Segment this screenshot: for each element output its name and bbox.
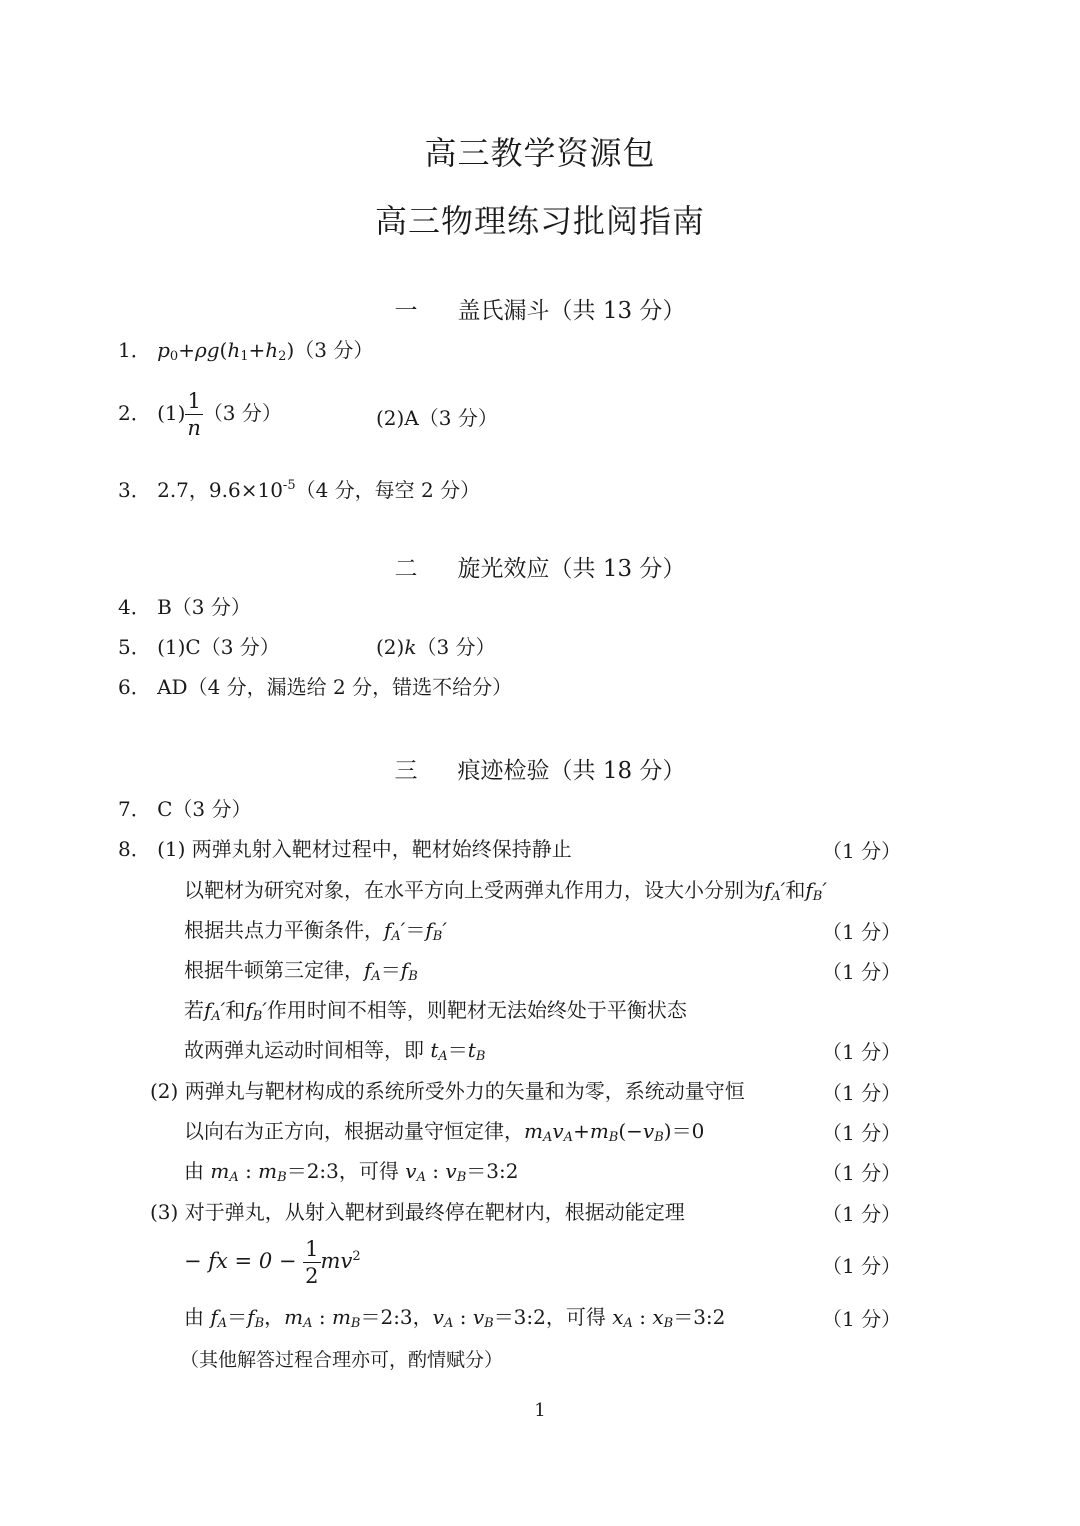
solution-text: 根据共点力平衡条件， <box>184 918 384 942</box>
question-number: 2． <box>118 401 151 425</box>
score: （3 分） <box>294 338 374 362</box>
score: （1 分） <box>822 960 902 984</box>
solution-text: ，可得 <box>545 1305 606 1329</box>
question-number: 4． <box>118 595 151 619</box>
answer-8-line-5: 若$f_A'$和$f_B'$作用时间不相等，则靶材无法始终处于平衡状态 <box>184 998 687 1024</box>
grading-note: （其他解答过程合理亦可，酌情赋分） <box>180 1349 504 1371</box>
fraction-one-over-n <box>185 388 202 441</box>
solution-text: 由 <box>184 1305 204 1329</box>
fraction-denominator <box>185 415 202 441</box>
answer-6 <box>118 673 512 701</box>
answer-formula: $p_0+\rho g(h_1+h_2)$ <box>157 338 295 364</box>
solution-text: 由 <box>184 1159 204 1183</box>
section-heading-1 <box>0 292 1080 325</box>
question-number: 5． <box>118 635 151 659</box>
question-number: 3． <box>118 478 151 502</box>
solution-text: ，可得 <box>338 1159 399 1183</box>
answer-8-line-2: 以靶材为研究对象，在水平方向上受两弹丸作用力，设大小分别为$f_A'$和$f_B'$ <box>184 878 827 904</box>
answer-3 <box>118 472 480 504</box>
solution-text: 和 <box>225 998 246 1022</box>
answer-text: C（3 分） <box>157 797 252 821</box>
answer-text: B（3 分） <box>157 595 251 619</box>
answer-7 <box>118 795 251 823</box>
solution-text: 根据牛顿第三定律， <box>184 958 364 982</box>
section-number: 二 <box>394 556 418 582</box>
answer-8-line-6: 故两弹丸运动时间相等，即 $t_A=t_B$ <box>184 1038 486 1064</box>
answer-text: AD（4 分，漏选给 2 分，错选不给分） <box>157 675 513 699</box>
score: （1 分） <box>822 839 902 863</box>
score: （1 分） <box>822 1202 902 1226</box>
solution-text: 两弹丸射入靶材过程中，靶材始终保持静止 <box>191 837 572 861</box>
answer-8-equation <box>184 1236 361 1289</box>
part-label: (2) <box>376 635 405 659</box>
score: （1 分） <box>822 1254 902 1278</box>
solution-text: 若 <box>184 998 204 1022</box>
solution-text: 故两弹丸运动时间相等，即 <box>184 1038 424 1062</box>
solution-text: 作用时间不相等，则靶材无法始终处于平衡状态 <box>266 998 687 1022</box>
score: （1 分） <box>822 1307 902 1331</box>
score: （1 分） <box>822 1081 902 1105</box>
answer-8-line-8: 以向右为正方向，根据动量守恒定律，$m_Av_A+m_B(-v_B)=0$ <box>184 1119 705 1145</box>
part-answer: (2)A <box>376 406 419 430</box>
solution-text: 两弹丸与靶材构成的系统所受外力的矢量和为零，系统动量守恒 <box>184 1079 745 1103</box>
score: （1 分） <box>822 920 902 944</box>
document-title: 高三教学资源包 <box>424 134 656 172</box>
section-heading-3 <box>0 752 1080 785</box>
section-heading-2 <box>0 550 1080 583</box>
question-number: 1． <box>118 338 151 362</box>
score: （1 分） <box>822 1161 902 1185</box>
part-label: (1) <box>157 837 186 861</box>
section-number: 三 <box>394 758 418 784</box>
score: （3 分） <box>416 635 496 659</box>
score: （3 分） <box>418 406 498 430</box>
question-number: 8． <box>118 837 151 861</box>
question-number: 7． <box>118 797 151 821</box>
part-answer: k <box>404 635 417 659</box>
score: （3 分） <box>202 401 282 425</box>
score: （1 分） <box>822 1040 902 1064</box>
answer-8-line-3: 根据共点力平衡条件，$f_A'=f_B'$ <box>184 918 447 944</box>
document-subtitle: 高三物理练习批阅指南 <box>374 202 705 240</box>
section-title: 痕迹检验（共 18 分） <box>457 758 686 784</box>
answer-8-line-4: 根据牛顿第三定律，$f_A=f_B$ <box>184 958 418 984</box>
answer-text: 2.7，9.6×10 <box>157 478 283 502</box>
answer-8-line-1 <box>118 835 572 863</box>
solution-text: 以靶材为研究对象，在水平方向上受两弹丸作用力，设大小分别为 <box>184 878 764 902</box>
section-number: 一 <box>394 298 418 324</box>
fraction-one-half <box>303 1236 320 1289</box>
part-label: (2) <box>150 1079 179 1103</box>
part-label: (1) <box>157 401 186 425</box>
answer-8-line-12: 由 $f_A=f_B$，$m_A$ : $m_B=2:3$，$v_A$ : $v_B=3:2$，可得 $x_A$ : $x_B=3:2$ <box>184 1305 726 1331</box>
fraction-denominator-var: n <box>187 416 201 440</box>
fraction-numerator: 1 <box>187 389 201 413</box>
answer-2-part-2 <box>376 404 498 432</box>
solution-text: 对于弹丸，从射入靶材到最终停在靶材内，根据动能定理 <box>184 1200 685 1224</box>
section-title: 旋光效应（共 13 分） <box>457 556 686 582</box>
solution-text: 以向右为正方向，根据动量守恒定律， <box>184 1119 524 1143</box>
equation-tail: mv <box>320 1249 353 1273</box>
exponent: -5 <box>282 478 296 493</box>
fraction-numerator: 1 <box>305 1237 319 1261</box>
answer-8-line-10 <box>150 1198 685 1226</box>
question-number: 6． <box>118 675 151 699</box>
section-title: 盖氏漏斗（共 13 分） <box>457 298 686 324</box>
equation-lhs: − fx = 0 − <box>184 1249 297 1273</box>
part-answer: (1)C（3 分） <box>157 635 280 659</box>
page-number: 1 <box>534 1400 546 1421</box>
fraction-denominator: 2 <box>305 1264 319 1288</box>
answer-5-part-2 <box>376 633 496 661</box>
score: （4 分，每空 2 分） <box>295 478 481 502</box>
part-label: (3) <box>150 1200 179 1224</box>
answer-8-line-9: 由 $m_A$ : $m_B=2:3$，可得 $v_A$ : $v_B=3:2$ <box>184 1159 519 1185</box>
answer-1 <box>118 336 373 371</box>
answer-8-line-7 <box>150 1077 745 1105</box>
answer-5 <box>118 633 280 661</box>
exponent: 2 <box>352 1249 361 1264</box>
score: （1 分） <box>822 1121 902 1145</box>
solution-text: 和 <box>785 878 806 902</box>
answer-4 <box>118 593 251 621</box>
answer-2 <box>118 388 282 441</box>
